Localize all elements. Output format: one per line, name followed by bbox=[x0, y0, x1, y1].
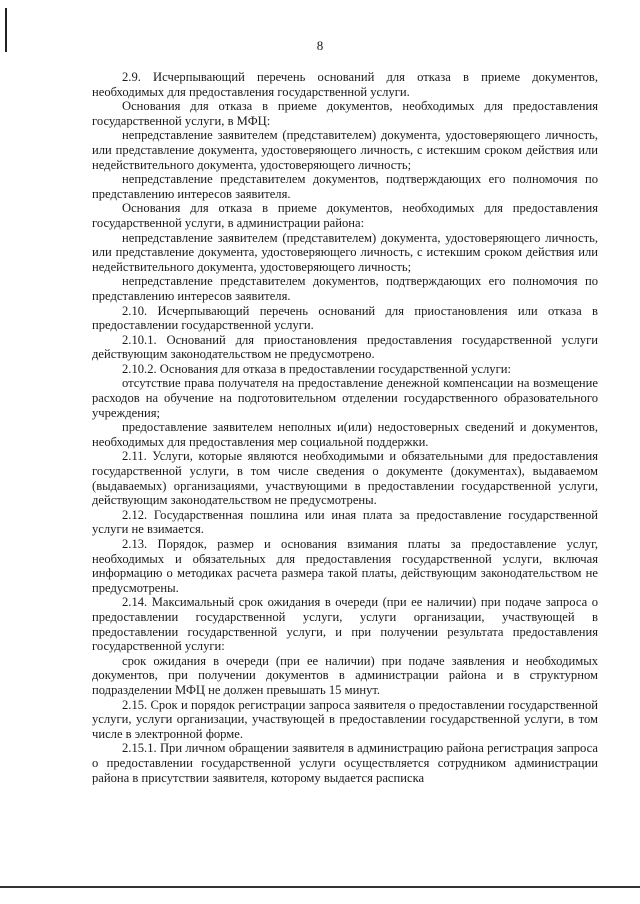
paragraph-2-9: 2.9. Исчерпывающий перечень оснований для отказа в приеме документов, необходимых для предоставления государственной услуги. bbox=[92, 70, 598, 99]
paragraph-admin-ground-1: непредставление заявителем (представителем) документа, удостоверяющего личность, или представление документа, удостоверяющего личность, с истекшим сроком действия или недействительного документа, удостоверяющего личность; bbox=[92, 230, 598, 274]
document-body bbox=[92, 70, 598, 785]
paragraph-2-10-2: 2.10.2. Основания для отказа в предоставлении государственной услуги: bbox=[122, 361, 511, 376]
paragraph-2-10: 2.10. Исчерпывающий перечень оснований для приостановления или отказа в предоставлении государственной услуги. bbox=[92, 303, 598, 333]
paragraph-2-12: 2.12. Государственная пошлина или иная плата за предоставление государственной услуги не взимается. bbox=[92, 507, 598, 537]
page-number: 8 bbox=[316, 38, 324, 53]
paragraph-refusal-ground-1: отсутствие права получателя на предоставление денежной компенсации на возмещение расходов на обучение на подготовительном отделении государственного образовательного учреждения; bbox=[92, 376, 598, 420]
paragraph-refusal-ground-2: предоставление заявителем неполных и(или) недостоверных сведений и документов, необходимых для предоставления мер социальной поддержки. bbox=[92, 420, 598, 449]
paragraph-mfc-grounds: Основания для отказа в приеме документов, необходимых для предоставления государственной услуги, в МФЦ: bbox=[92, 99, 598, 128]
paragraph-mfc-ground-1: непредставление заявителем (представителем) документа, удостоверяющего личность, или представление документа, удостоверяющего личность, с истекшим сроком действия или недействительного документа, удостоверяющего личность; bbox=[92, 128, 598, 172]
paragraph-admin-grounds: Основания для отказа в приеме документов, необходимых для предоставления государственной услуги, в администрации района: bbox=[92, 201, 598, 230]
paragraph-mfc-ground-2: непредставление представителем документов, подтверждающих его полномочия по представлению интересов заявителя. bbox=[92, 172, 598, 201]
paragraph-2-13: 2.13. Порядок, размер и основания взимания платы за предоставление услуг, необходимых и обязательных для предоставления государственной услуги, включая информацию о методиках расчета размера такой платы, действующим законодательством не предусмотрены. bbox=[92, 537, 598, 595]
paragraph-2-14: 2.14. Максимальный срок ожидания в очереди (при ее наличии) при подаче запроса о предоставлении государственной услуги, услуги организации, участвующей в предоставлении государственной услуги, и при получении результата предоставления государственной услуги: bbox=[92, 595, 598, 654]
paragraph-2-15-1: 2.15.1. При личном обращении заявителя в администрацию района регистрация запроса о предоставлении государственной услуги осуществляется сотрудником администрации района в присутствии заявителя, которому выдается расписка bbox=[92, 741, 598, 785]
paragraph-2-10-1: 2.10.1. Оснований для приостановления предоставления государственной услуги действующим законодательством не предусмотрено. bbox=[92, 332, 598, 362]
scan-bottom-edge bbox=[0, 886, 640, 888]
paragraph-admin-ground-2: непредставление представителем документов, подтверждающих его полномочия по представлению интересов заявителя. bbox=[92, 274, 598, 303]
paragraph-2-11: 2.11. Услуги, которые являются необходимыми и обязательными для предоставления государственной услуги, в том числе сведения о документе (документах), выдаваемом (выдаваемых) организациями, участвующими в предоставлении государственной услуги, действующим законодательством не предусмотрены. bbox=[92, 449, 598, 508]
paragraph-2-15: 2.15. Срок и порядок регистрации запроса заявителя о предоставлении государственной услуги, услуги организации, участвующей в предоставлении государственной услуги, в том числе в электронной форме. bbox=[92, 697, 598, 741]
paragraph-queue-time: срок ожидания в очереди (при ее наличии) при подаче заявления и необходимых документов, при получении документов в администрации района и в структурном подразделении МФЦ не должен превышать 15 минут. bbox=[92, 653, 598, 697]
